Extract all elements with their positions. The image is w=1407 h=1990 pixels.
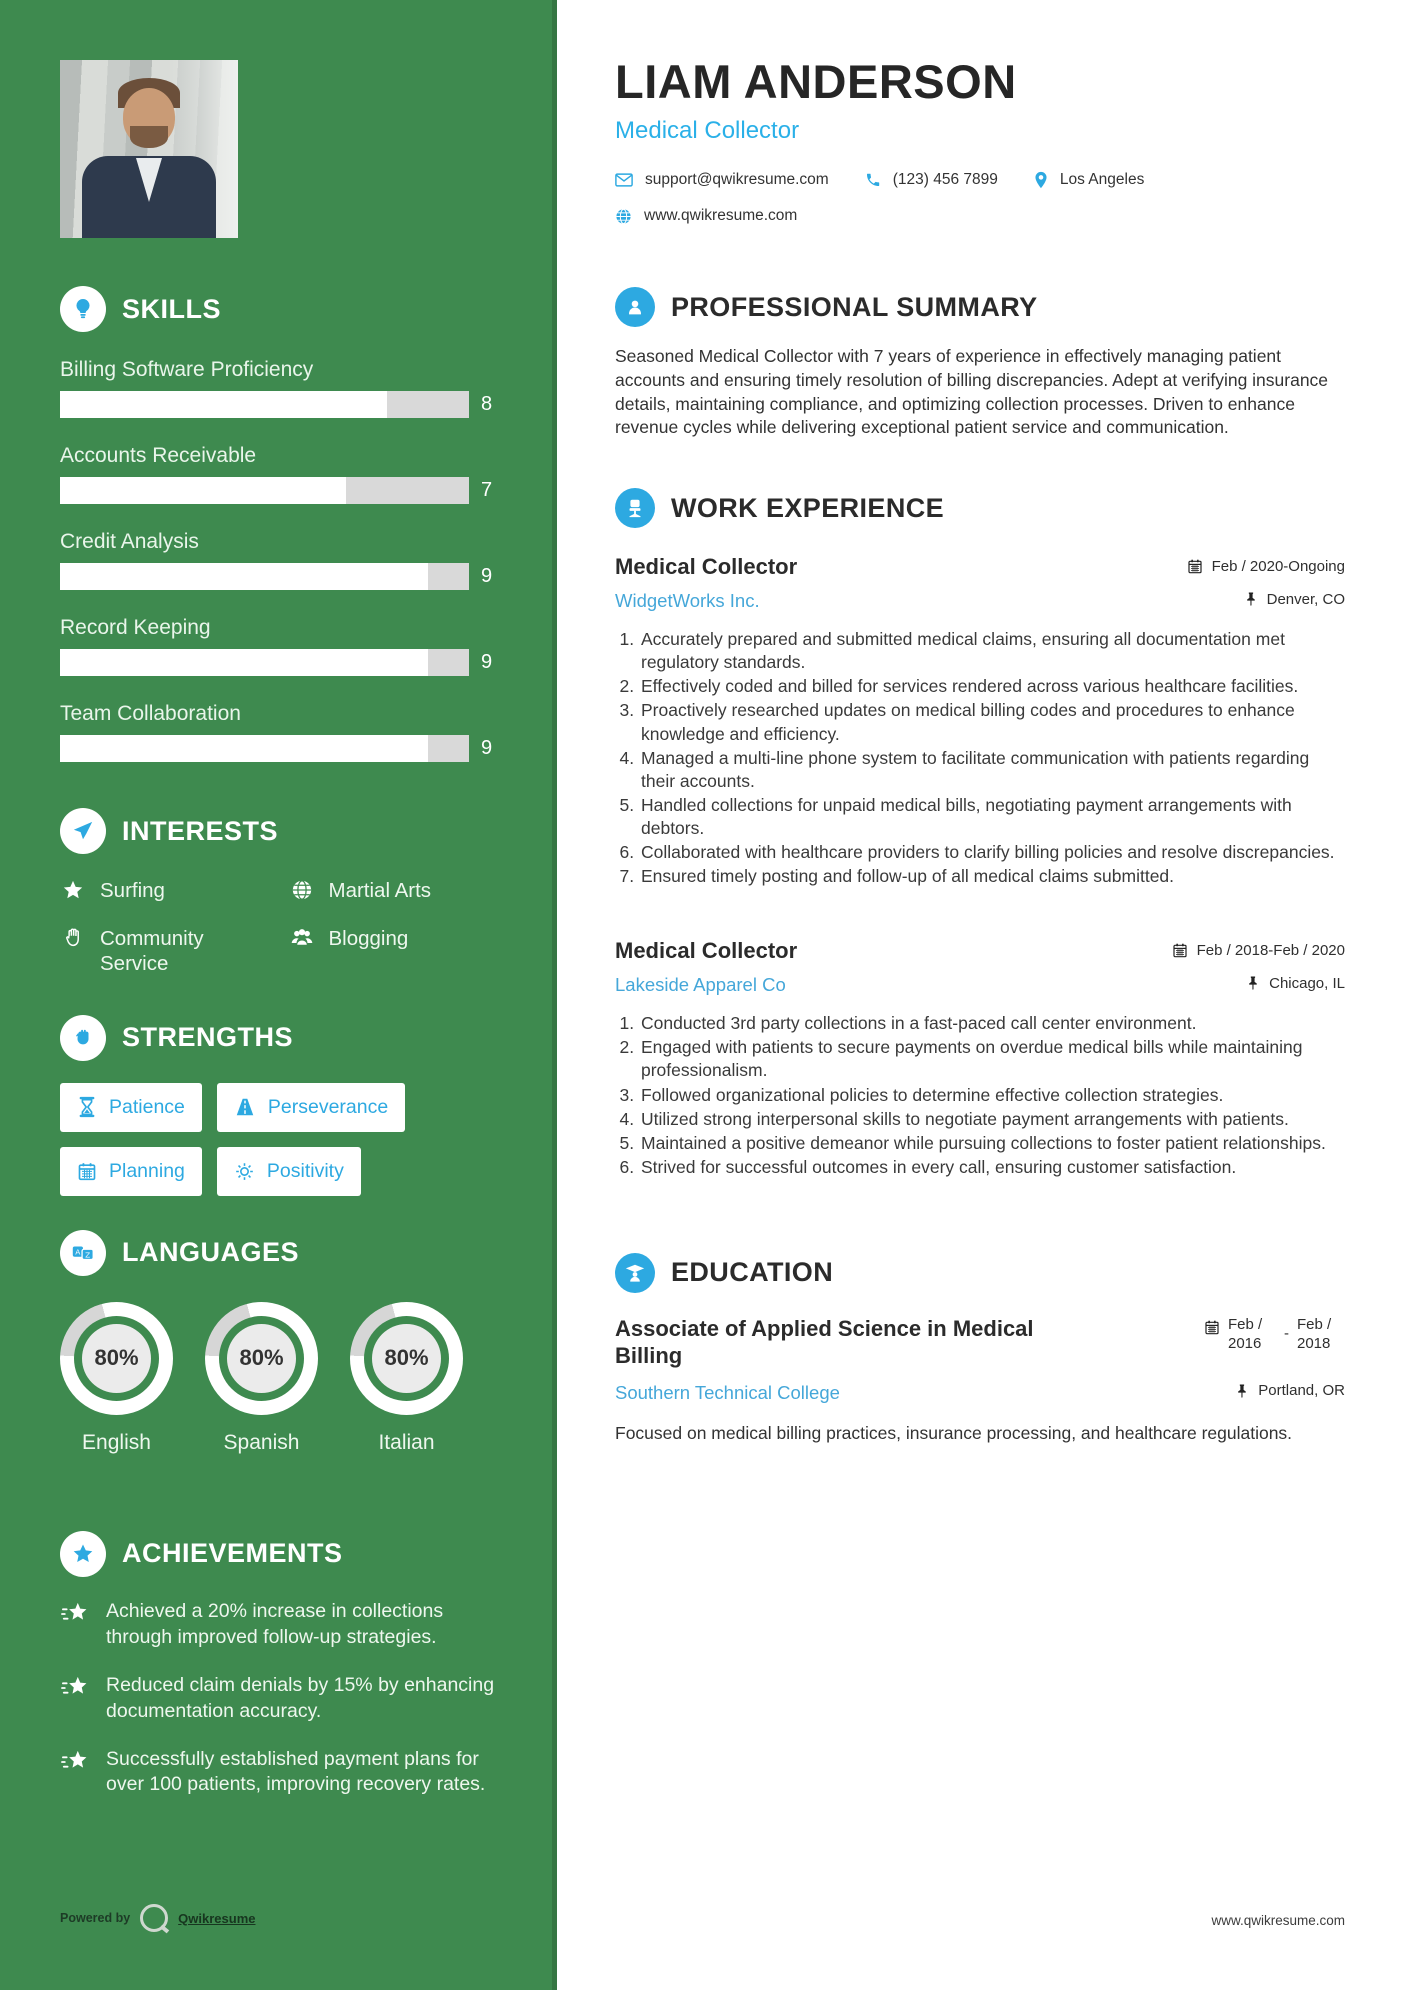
- school-link[interactable]: Southern Technical College: [615, 1381, 840, 1403]
- translate-icon: [60, 1230, 106, 1276]
- job-bullet: 3. Followed organizational policies to determine effective collection strategies.: [639, 1084, 1345, 1107]
- job-bullet: 7. Ensured timely posting and follow-up of all medical claims submitted.: [639, 865, 1345, 888]
- education-description: Focused on medical billing practices, insurance processing, and healthcare regulations.: [615, 1422, 1293, 1443]
- experience-title: WORK EXPERIENCE: [671, 492, 945, 523]
- skill-bar: [60, 391, 469, 418]
- skill-value: 9: [481, 651, 493, 673]
- job-bullet: 4. Managed a multi-line phone system to facilitate communication with patients regarding their accounts.: [639, 747, 1345, 793]
- language-donut: [60, 1302, 173, 1415]
- job-location: [1247, 975, 1345, 992]
- website-value[interactable]: www.qwikresume.com: [644, 207, 798, 224]
- strength-badge: [217, 1147, 361, 1196]
- achievements-title: ACHIEVEMENTS: [122, 1538, 343, 1569]
- strengths-title: STRENGTHS: [122, 1022, 294, 1053]
- experience-section: [615, 488, 1345, 1179]
- globe-website-icon: [615, 208, 632, 225]
- job-company-link[interactable]: Lakeside Apparel Co: [615, 974, 786, 996]
- lightbulb-icon: [60, 286, 106, 332]
- person-job-title: Medical Collector: [615, 117, 800, 144]
- profile-photo: [60, 60, 238, 238]
- language-donut: [350, 1302, 463, 1415]
- skill-bar: [60, 563, 469, 590]
- education-dates: [1204, 1315, 1345, 1370]
- achievements-list: [60, 1599, 499, 1799]
- skills-title: SKILLS: [122, 293, 222, 324]
- achievements-section: [60, 1531, 499, 1799]
- language-label: English: [82, 1430, 151, 1454]
- job-dates: [1172, 942, 1345, 959]
- location-item: [1034, 171, 1144, 189]
- achievement-text: Reduced claim denials by 15% by enhancing documentation accuracy.: [106, 1673, 495, 1722]
- job-company-link[interactable]: WidgetWorks Inc.: [615, 590, 760, 612]
- phone-icon: [865, 172, 881, 188]
- job-bullet: 3. Proactively researched updates on medical billing codes and procedures to enhance knowledge and efficiency.: [639, 699, 1345, 745]
- email-value[interactable]: support@qwikresume.com: [645, 171, 829, 188]
- star-icon: [60, 878, 86, 904]
- strength-badge: [217, 1083, 405, 1132]
- job-bullets: [615, 628, 1345, 888]
- languages-title: LANGUAGES: [122, 1237, 300, 1268]
- skill-item: [60, 444, 499, 504]
- website-row: [615, 207, 1345, 225]
- phone-value[interactable]: (123) 456 7899: [892, 171, 998, 188]
- interests-list: [60, 878, 499, 977]
- languages-section: [60, 1230, 499, 1455]
- person-icon: [615, 287, 655, 327]
- skill-bar-fill: [60, 649, 428, 676]
- interest-item: [289, 926, 500, 977]
- achievement-item: [60, 1599, 499, 1651]
- skill-item: [60, 358, 499, 418]
- pushpin-icon: [1236, 1383, 1249, 1399]
- calendar-icon: [1172, 942, 1188, 958]
- interest-item: [60, 926, 271, 977]
- envelope-icon: [615, 173, 633, 187]
- graduate-icon: [615, 1253, 655, 1293]
- job-entry: [615, 938, 1345, 1179]
- degree-title: Associate of Applied Science in Medical Billing: [615, 1315, 1034, 1369]
- job-bullets: [615, 1012, 1345, 1179]
- job-role: Medical Collector: [615, 938, 798, 964]
- language-label: Italian: [378, 1430, 435, 1454]
- sidebar: [0, 0, 557, 1990]
- education-date-end: Feb / 2018: [1297, 1315, 1332, 1353]
- phone-item: [865, 171, 998, 189]
- achievement-text: Achieved a 20% increase in collections through improved follow-up strategies.: [106, 1599, 444, 1648]
- skill-item: [60, 616, 499, 676]
- pushpin-icon: [1245, 591, 1258, 607]
- job-location: [1245, 591, 1345, 608]
- skill-bar: [60, 735, 469, 762]
- pushpin-icon: [1247, 975, 1260, 991]
- location-pin-icon: [1034, 171, 1048, 189]
- interest-label: Blogging: [328, 926, 409, 950]
- interest-label: Martial Arts: [328, 879, 432, 902]
- strength-label: Patience: [109, 1095, 185, 1118]
- education-title: EDUCATION: [671, 1257, 834, 1288]
- svg-text:A: A: [75, 1247, 81, 1257]
- svg-text:Z: Z: [85, 1250, 91, 1260]
- strength-label: Positivity: [266, 1159, 344, 1182]
- strengths-list: [60, 1083, 499, 1196]
- skill-value: 8: [481, 393, 493, 415]
- skill-bar-fill: [60, 391, 387, 418]
- skill-bar: [60, 649, 469, 676]
- shooting-star-icon: [60, 1747, 90, 1799]
- job-bullet: 4. Utilized strong interpersonal skills to negotiate payment arrangements with patients.: [639, 1108, 1345, 1131]
- skill-label: Billing Software Proficiency: [60, 358, 314, 381]
- achievement-item: [60, 1673, 499, 1725]
- sun-icon: [234, 1161, 255, 1182]
- hourglass-icon: [77, 1096, 97, 1118]
- interest-item: [289, 878, 500, 904]
- contact-row: [615, 171, 1345, 189]
- language-donut: [205, 1302, 318, 1415]
- location-value: Los Angeles: [1059, 171, 1145, 188]
- achievement-item: [60, 1747, 499, 1799]
- strengths-section: [60, 1015, 499, 1196]
- skill-item: [60, 530, 499, 590]
- job-dates: [1187, 558, 1345, 575]
- education-location-value: Portland, OR: [1258, 1382, 1345, 1400]
- summary-text: Seasoned Medical Collector with 7 years of experience in effectively managing patient accounts and ensuring timely resolution of billing discrepancies. Adept at verifying insurance details, maintaining compliance, and optimizing collection processes. Driven to enhance revenue cycles while delivering exceptional patient service and communication.: [615, 346, 1329, 438]
- hand-icon: [60, 926, 86, 977]
- achievement-text: Successfully established payment plans for over 100 patients, improving recovery rates.: [106, 1747, 486, 1796]
- skill-value: 9: [481, 565, 493, 587]
- job-bullet: 6. Collaborated with healthcare providers to clarify billing policies and resolve discrepancies.: [639, 841, 1345, 864]
- languages-list: [60, 1302, 499, 1455]
- website-item: [615, 207, 797, 225]
- job-bullet: 1. Accurately prepared and submitted medical claims, ensuring all documentation met regulatory standards.: [639, 628, 1345, 674]
- job-bullet: 1. Conducted 3rd party collections in a fast-paced call center environment.: [639, 1012, 1345, 1035]
- office-chair-icon: [615, 488, 655, 528]
- job-bullet: 2. Effectively coded and billed for services rendered across various healthcare facilities.: [639, 675, 1345, 698]
- job-bullet: 2. Engaged with patients to secure payments on overdue medical bills while maintaining professionalism.: [639, 1036, 1345, 1082]
- job-entry: [615, 554, 1345, 888]
- fist-icon: [60, 1015, 106, 1061]
- summary-section: [615, 287, 1345, 440]
- strength-label: Planning: [109, 1159, 185, 1182]
- shooting-star-icon: [60, 1673, 90, 1725]
- strength-badge: [60, 1147, 202, 1196]
- jobs-list: [615, 554, 1345, 1179]
- summary-title: PROFESSIONAL SUMMARY: [671, 291, 1038, 322]
- skill-value: 7: [481, 479, 493, 501]
- language-item: [205, 1302, 318, 1455]
- email-item: [615, 171, 829, 189]
- strength-label: Perseverance: [267, 1095, 389, 1118]
- interests-title: INTERESTS: [122, 815, 279, 846]
- language-percent: 80%: [227, 1324, 296, 1393]
- shooting-star-icon: [60, 1599, 90, 1651]
- skill-label: Record Keeping: [60, 616, 211, 639]
- education-location: [1236, 1382, 1345, 1399]
- calendar-icon: [1204, 1315, 1220, 1335]
- interest-label: Community Service: [100, 926, 204, 976]
- skill-label: Accounts Receivable: [60, 444, 257, 467]
- skill-bar-fill: [60, 477, 346, 504]
- skills-list: [60, 358, 499, 762]
- footer-site[interactable]: www.qwikresume.com: [1211, 1913, 1345, 1928]
- job-bullet: 5. Handled collections for unpaid medical bills, negotiating payment arrangements with debtors.: [639, 794, 1345, 840]
- paper-plane-icon: [60, 808, 106, 854]
- education-date-start: Feb / 2016: [1228, 1315, 1263, 1353]
- skill-label: Credit Analysis: [60, 530, 199, 553]
- skills-section: [60, 286, 499, 762]
- qwikresume-link[interactable]: Qwikresume: [178, 1910, 256, 1926]
- person-name: LIAM ANDERSON: [615, 55, 1017, 108]
- skill-label: Team Collaboration: [60, 702, 241, 725]
- job-dates-value: Feb / 2018-Feb / 2020: [1196, 941, 1345, 959]
- strength-badge: [60, 1083, 202, 1132]
- skill-bar-fill: [60, 563, 428, 590]
- education-date-separator: -: [1284, 1324, 1289, 1342]
- language-percent: 80%: [82, 1324, 151, 1393]
- interest-label: Surfing: [100, 879, 165, 902]
- qwikresume-logo-icon: [140, 1904, 168, 1932]
- star-medal-icon: [60, 1531, 106, 1577]
- calendar-icon: [1187, 558, 1203, 574]
- sidebar-footer: [60, 1904, 256, 1932]
- language-label: Spanish: [223, 1430, 300, 1454]
- interest-item: [60, 878, 271, 904]
- globe-icon: [289, 878, 315, 904]
- education-section: [615, 1253, 1345, 1446]
- language-percent: 80%: [372, 1324, 441, 1393]
- job-location-value: Denver, CO: [1266, 590, 1345, 608]
- road-icon: [234, 1096, 256, 1118]
- job-location-value: Chicago, IL: [1269, 974, 1345, 992]
- calendar-icon: [77, 1161, 97, 1181]
- main-column: [557, 0, 1407, 1990]
- language-item: [350, 1302, 463, 1455]
- skill-item: [60, 702, 499, 762]
- skill-bar-fill: [60, 735, 428, 762]
- interests-section: [60, 808, 499, 977]
- job-dates-value: Feb / 2020-Ongoing: [1211, 557, 1345, 575]
- job-role: Medical Collector: [615, 554, 798, 580]
- job-bullet: 6. Strived for successful outcomes in every call, ensuring customer satisfaction.: [639, 1156, 1345, 1179]
- skill-bar: [60, 477, 469, 504]
- powered-by-label: Powered by: [60, 1911, 131, 1925]
- job-bullet: 5. Maintained a positive demeanor while pursuing collections to foster patient relationships.: [639, 1132, 1345, 1155]
- users-icon: [289, 926, 315, 977]
- language-item: [60, 1302, 173, 1455]
- skill-value: 9: [481, 737, 493, 759]
